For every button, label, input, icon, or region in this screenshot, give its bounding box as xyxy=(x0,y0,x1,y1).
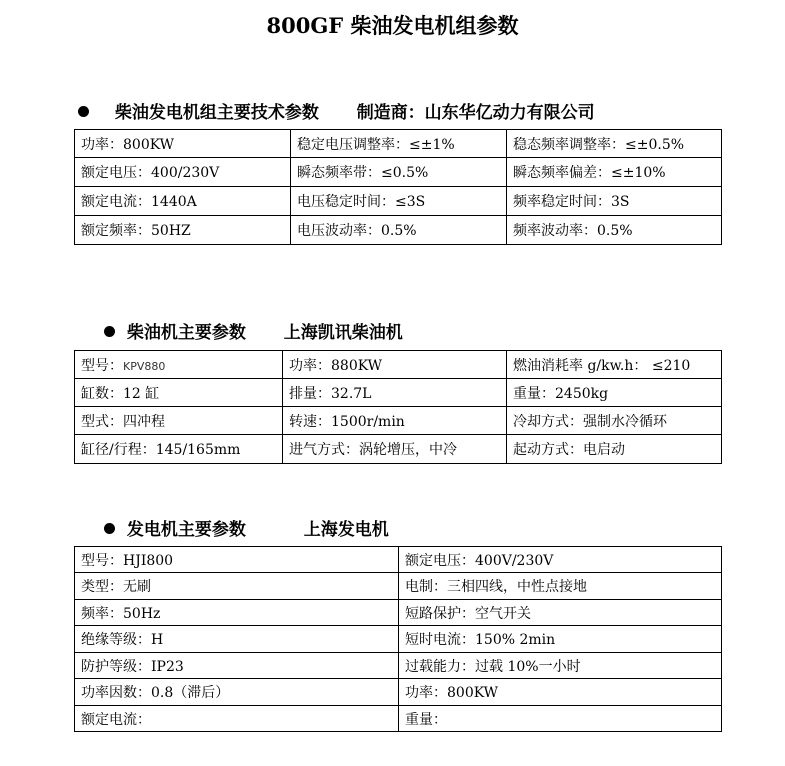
table-row xyxy=(75,706,722,732)
table-cell: 冷却方式：强制水冷循环 xyxy=(507,407,722,435)
table-row xyxy=(75,679,722,706)
table-cell: 缸数：12 缸 xyxy=(75,379,283,407)
section-title: 柴油发电机组主要技术参数 xyxy=(114,103,319,123)
table-cell: 过载能力：过载 10%一小时 xyxy=(399,653,722,679)
manufacturer-label: 上海凯讯柴油机 xyxy=(283,323,403,343)
table-row xyxy=(75,351,722,379)
table-cell: 频率：50Hz xyxy=(75,600,399,626)
table-cell: 额定频率：50HZ xyxy=(75,216,291,245)
table-cell: 频率波动率：0.5% xyxy=(507,216,722,245)
table-cell: 电压波动率：0.5% xyxy=(291,216,507,245)
table-cell: 型式：四冲程 xyxy=(75,407,283,435)
table-cell: 功率：800KW xyxy=(75,130,291,158)
table-row xyxy=(75,158,722,187)
table-cell: 防护等级：IP23 xyxy=(75,653,399,679)
table-cell: 燃油消耗率 g/kw.h： ≤210 xyxy=(507,351,722,379)
table-cell: 短时电流：150% 2min xyxy=(399,626,722,653)
table-row xyxy=(75,379,722,407)
table-cell: 电压稳定时间：≤3S xyxy=(291,187,507,216)
manufacturer-label: 制造商：山东华亿动力有限公司 xyxy=(356,103,595,123)
table-cell: 重量：2450kg xyxy=(507,379,722,407)
table-cell: 型号：HJI800 xyxy=(75,547,399,573)
model-value: KPV880 xyxy=(123,359,166,373)
table-row xyxy=(75,547,722,573)
table-cell: 排量：32.7L xyxy=(283,379,507,407)
table-cell: 进气方式：涡轮增压，中冷 xyxy=(283,435,507,464)
table-row xyxy=(75,653,722,679)
bullet-icon xyxy=(78,106,89,117)
table-row xyxy=(75,435,722,464)
table-row xyxy=(75,600,722,626)
section-heading-generator xyxy=(104,515,389,540)
table-row xyxy=(75,573,722,600)
table-cell: 瞬态频率带：≤0.5% xyxy=(291,158,507,187)
bullet-icon xyxy=(104,326,115,337)
table-cell: 稳态频率调整率：≤±0.5% xyxy=(507,130,722,158)
table-row xyxy=(75,216,722,245)
table-row xyxy=(75,626,722,653)
table-cell: 缸径/行程：145/165mm xyxy=(75,435,283,464)
table-cell: 功率：880KW xyxy=(283,351,507,379)
table-cell: 电制：三相四线，中性点接地 xyxy=(399,573,722,600)
table-row xyxy=(75,130,722,158)
table-cell: 重量： xyxy=(399,706,722,732)
table-row xyxy=(75,187,722,216)
section-heading-genset xyxy=(78,98,595,123)
table-cell: 额定电压：400/230V xyxy=(75,158,291,187)
table-cell: 功率因数：0.8（滞后） xyxy=(75,679,399,706)
table-row xyxy=(75,407,722,435)
table-cell: 起动方式：电启动 xyxy=(507,435,722,464)
generator-spec-table xyxy=(74,546,722,732)
table-cell: 频率稳定时间：3S xyxy=(507,187,722,216)
section-heading-engine xyxy=(104,318,403,343)
section-title: 发电机主要参数 xyxy=(126,520,246,540)
table-cell: 类型：无刷 xyxy=(75,573,399,600)
bullet-icon xyxy=(104,523,115,534)
table-cell: 短路保护：空气开关 xyxy=(399,600,722,626)
manufacturer-label: 上海发电机 xyxy=(303,520,389,540)
table-cell: 绝缘等级：H xyxy=(75,626,399,653)
table-cell: 瞬态频率偏差：≤±10% xyxy=(507,158,722,187)
table-cell: 额定电流：1440A xyxy=(75,187,291,216)
table-cell xyxy=(75,351,283,379)
model-label: 型号： xyxy=(81,357,123,374)
section-title: 柴油机主要参数 xyxy=(126,323,246,343)
page-title: 800GF 柴油发电机组参数 xyxy=(266,13,519,38)
table-cell: 额定电流： xyxy=(75,706,399,732)
table-cell: 额定电压：400V/230V xyxy=(399,547,722,573)
table-cell: 功率：800KW xyxy=(399,679,722,706)
engine-spec-table xyxy=(74,350,722,464)
table-cell: 转速：1500r/min xyxy=(283,407,507,435)
table-cell: 稳定电压调整率：≤±1% xyxy=(291,130,507,158)
genset-spec-table xyxy=(74,129,722,245)
